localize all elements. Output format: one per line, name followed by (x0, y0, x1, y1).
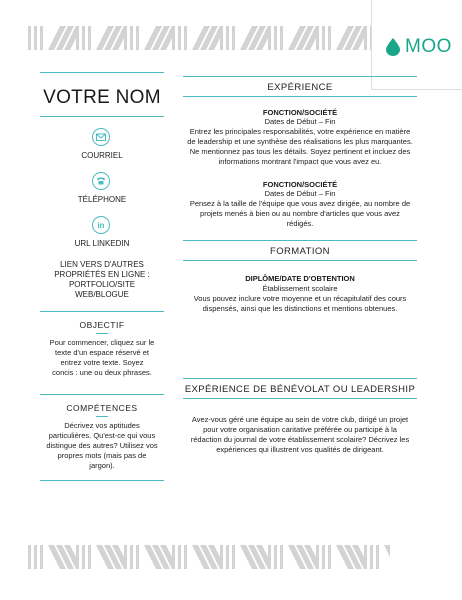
links-line: WEB/BLOGUE (75, 290, 129, 299)
volunteer-description-line: rédaction du journal de votre établissement scolaire? Décrivez les (190, 435, 410, 444)
bottom-pattern-band (28, 545, 390, 569)
divider (40, 311, 164, 312)
divider (40, 394, 164, 395)
email-icon (92, 128, 110, 146)
education-description-line: Vous pouvez inclure votre moyenne et un récapitulatif des cours (193, 294, 407, 303)
job-description-line: informations montrant l'impact que vous avez eu. (218, 157, 382, 166)
experience-heading: EXPÉRIENCE (267, 82, 333, 93)
heading-dash (96, 333, 108, 334)
volunteer-heading: EXPÉRIENCE DE BÉNÉVOLAT OU LEADERSHIP (184, 384, 416, 395)
job-description-line: Entrez les principales responsabilités, votre expérience en matière (189, 127, 411, 136)
divider (183, 398, 417, 399)
phone-label: TÉLÉPHONE (77, 195, 127, 204)
stripe-pattern (28, 545, 390, 569)
objective-line: Pour commencer, cliquez sur le (49, 338, 155, 347)
volunteer-description-line: pour votre organisation caritative préférée ou participé à la (203, 425, 397, 434)
job-description-line: Pensez à la taille de l'équipe que vous avez dirigée, au nombre de (189, 199, 411, 208)
person-name: VOTRE NOM (43, 87, 161, 108)
top-pattern-band (28, 26, 390, 50)
email-label: COURRIEL (81, 151, 123, 160)
objective-line: texte d'un espace réservé et (55, 348, 149, 357)
skills-line: propres mots (mais pas de (57, 451, 147, 460)
divider (40, 72, 164, 73)
education-description-line: dispensés, ainsi que les distinctions et mentions obtenues. (202, 304, 398, 313)
job-title: FONCTION/SOCIÉTÉ (262, 180, 338, 189)
education-heading: FORMATION (270, 246, 330, 257)
job-title: FONCTION/SOCIÉTÉ (262, 108, 338, 117)
divider (183, 240, 417, 241)
heading-dash (96, 416, 108, 417)
links-line: LIEN VERS D'AUTRES (60, 260, 144, 269)
objective-heading: OBJECTIF (79, 320, 125, 330)
school-name: Établissement scolaire (262, 284, 338, 293)
linkedin-icon (92, 216, 110, 234)
drop-icon (386, 38, 400, 56)
skills-line: jargon). (89, 461, 115, 470)
skills-heading: COMPÉTENCES (66, 403, 138, 413)
divider (183, 260, 417, 261)
divider (40, 480, 164, 481)
phone-icon (92, 172, 110, 190)
skills-line: Décrivez vos aptitudes (64, 421, 140, 430)
stripe-pattern (28, 26, 390, 50)
job-description-line: de leadership et une synthèse des réalisations les plus marquantes. (187, 137, 413, 146)
svg-text:in: in (97, 221, 105, 230)
linkedin-label: URL LINKEDIN (74, 239, 130, 248)
job-dates: Dates de Début – Fin (264, 117, 336, 126)
divider (183, 96, 417, 97)
degree-title: DIPLÔME/DATE D'OBTENTION (245, 274, 355, 283)
volunteer-description-line: Avez-vous géré une équipe au sein de votre club, dirigé un projet (191, 415, 409, 424)
divider (183, 378, 417, 379)
skills-line: distingue des autres? Utilisez vos (46, 441, 158, 450)
divider (40, 116, 164, 117)
divider (183, 76, 417, 77)
objective-line: entrez votre texte. Soyez (60, 358, 144, 367)
links-line: PORTFOLIO/SITE (68, 280, 136, 289)
objective-line: concis : une ou deux phrases. (52, 368, 152, 377)
links-line: PROPRIÉTÉS EN LIGNE : (54, 270, 150, 279)
volunteer-description-line: expériences qui illustrent vos qualités de dirigeant. (216, 445, 384, 454)
job-description-line: Ne mentionnez pas tous les détails. Soyez pertinent et incluez des (189, 147, 411, 156)
brand-name: MOO (405, 36, 452, 57)
skills-line: particulières. Qu'est-ce qui vous (48, 431, 156, 440)
job-description-line: rédigés. (286, 219, 314, 228)
job-dates: Dates de Début – Fin (264, 189, 336, 198)
job-description-line: projets menés à bien ou au nombre d'articles que vous avez (200, 209, 400, 218)
